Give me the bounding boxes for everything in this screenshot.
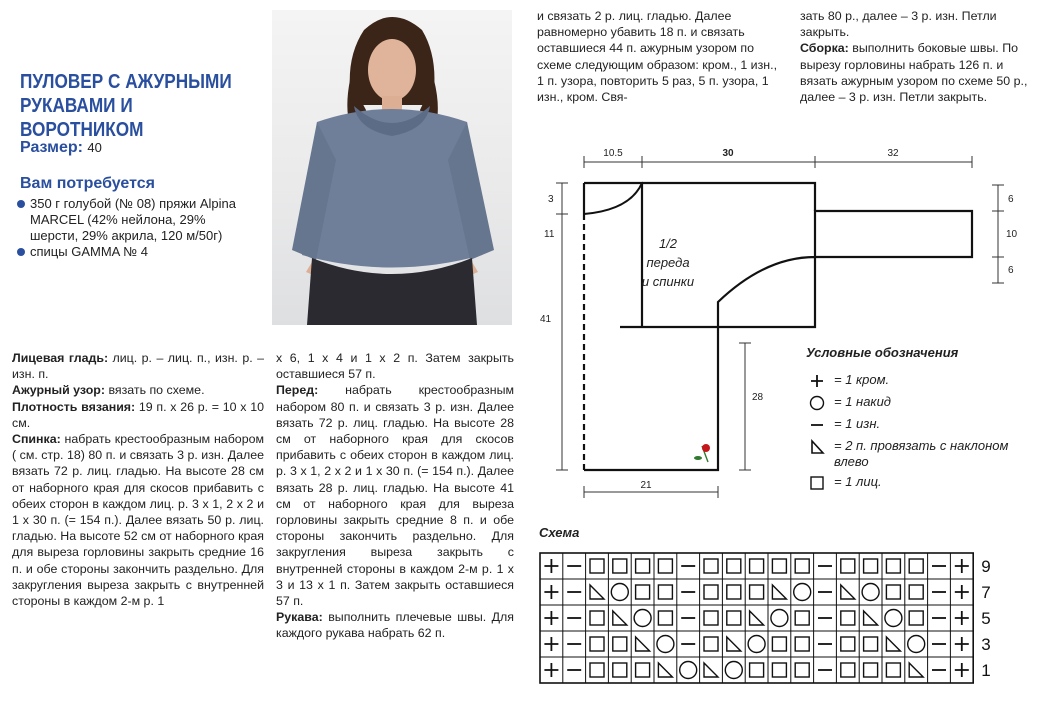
chart-cell <box>727 585 741 599</box>
circle-icon <box>634 610 651 627</box>
neckline-curve <box>584 183 642 214</box>
chart-cell <box>725 662 742 679</box>
square-icon <box>590 559 604 573</box>
legend-text-yarnover: = 1 накид <box>834 394 891 409</box>
materials-item-needles: спицы GAMMA № 4 <box>14 244 254 260</box>
chart-cell <box>795 611 809 625</box>
chart-cell <box>794 584 811 601</box>
chart-row-number: 7 <box>981 583 991 602</box>
chart-cell <box>704 559 718 573</box>
chart-cell <box>680 662 697 679</box>
back-continued-text: х 6, 1 х 4 и 1 х 2 п. Затем закрыть оставшиеся 57 п. <box>276 351 514 382</box>
triangle-icon <box>772 585 786 599</box>
legend-item-decrease <box>806 438 1046 470</box>
chart-cell <box>862 584 879 601</box>
lace-pattern-text: вязать по схеме. <box>105 383 205 398</box>
dim-sleeve-width: 10 <box>1006 229 1018 240</box>
plus-icon <box>544 611 558 625</box>
triangle-icon <box>864 611 878 625</box>
square-icon <box>658 585 672 599</box>
dim-neck-depth-front: 11 <box>544 229 555 240</box>
chart-cell <box>750 611 764 625</box>
legend <box>806 372 1046 496</box>
plus-icon <box>544 559 558 573</box>
chart-cell <box>590 611 604 625</box>
square-icon <box>613 663 627 677</box>
chart-cell <box>590 559 604 573</box>
square-icon <box>886 559 900 573</box>
square-icon <box>795 611 809 625</box>
chart-cell <box>886 585 900 599</box>
materials-list <box>14 196 254 260</box>
chart-cell <box>658 559 672 573</box>
triangle-icon <box>704 663 718 677</box>
square-icon <box>727 611 741 625</box>
square-icon <box>704 637 718 651</box>
square-icon <box>841 663 855 677</box>
chart-cell <box>841 637 855 651</box>
legend-text-decrease: = 2 п. провязать с наклоном влево <box>834 438 1009 469</box>
chart-cell <box>772 559 786 573</box>
chart-cell <box>864 559 878 573</box>
circle-icon <box>748 636 765 653</box>
dim-neck-width: 10.5 <box>603 148 623 159</box>
square-icon <box>658 559 672 573</box>
legend-item-yarnover <box>806 394 1046 412</box>
sleeves-label: Рукава: <box>276 610 323 625</box>
materials-heading: Вам потребуется <box>20 175 155 192</box>
square-icon <box>613 637 627 651</box>
chart-cell <box>772 585 786 599</box>
assembly-text: выполнить боковые швы. По вырезу горловины набрать 126 п. и вязать ажурным узором по схеме 50 р., далее – 3 р. изн. Петли закрыть. <box>800 41 1028 105</box>
scheme-heading: Схема <box>539 525 580 540</box>
square-icon <box>727 559 741 573</box>
square-icon <box>909 559 923 573</box>
assembly-label: Сборка: <box>800 41 849 56</box>
plus-icon <box>955 663 969 677</box>
chart-cell <box>704 637 718 651</box>
dim-bottom-width: 21 <box>640 480 652 491</box>
text-column-2 <box>276 350 514 642</box>
chart-cell <box>909 611 923 625</box>
chart-cell <box>636 637 650 651</box>
chart-row-number: 5 <box>981 609 991 628</box>
square-icon <box>806 474 828 492</box>
chart-cell <box>886 559 900 573</box>
legend-item-purl <box>806 416 1046 434</box>
model-figure <box>272 10 512 325</box>
front-text: набрать крестообразным набором 80 п. и связать 3 р. изн. Далее вязать 72 р. лиц. гладью. На высоте 28 см от наборного края для скосов прибавить с обеих сторон в каждом лиц. р. 3 х 1, 2 х 2 и 1 х 30 п. (= 154 п.). Далее вязать 28 р. лиц. гладью. На высоте 41 см от наборного края для выреза горловины закрыть средние 8 п. и обе стороны закончить раздельно. Для закругления выреза закрыть с внутренней стороны в каждом 2-м р. 1 х 3 и 13 х 1 п. Затем закрыть оставшиеся 57 п. <box>276 383 514 609</box>
chart-cell <box>886 663 900 677</box>
plus-icon <box>955 637 969 651</box>
square-icon <box>750 663 764 677</box>
gauge-label: Плотность вязания: <box>12 399 136 414</box>
chart-cell <box>704 611 718 625</box>
square-icon <box>864 559 878 573</box>
pattern-label-front: переда <box>646 255 690 270</box>
chart-cell <box>634 610 651 627</box>
square-icon <box>864 663 878 677</box>
chart-cell <box>771 610 788 627</box>
model-photo <box>272 10 512 325</box>
triangle-icon <box>750 611 764 625</box>
materials-item-yarn: 350 г голубой (№ 08) пряжи Alpina MARCEL (42% нейлона, 29% шерсти, 29% акрила, 120 м/50г) <box>14 196 254 244</box>
chart-cell <box>750 663 764 677</box>
chart-row-number: 3 <box>981 635 991 654</box>
rose-icon <box>694 444 710 462</box>
chart-cell <box>795 663 809 677</box>
square-icon <box>636 585 650 599</box>
chart-cell <box>886 637 900 651</box>
plus-icon <box>806 372 828 390</box>
triangle-icon <box>613 611 627 625</box>
dim-shoulder-width: 30 <box>722 148 734 159</box>
chart-cell <box>544 611 558 625</box>
square-icon <box>841 559 855 573</box>
stitch-stockinette-label: Лицевая гладь: <box>12 351 109 365</box>
square-icon <box>658 611 672 625</box>
dim-sleeve-length: 32 <box>887 148 899 159</box>
chart-cell <box>955 663 969 677</box>
triangle-icon <box>636 637 650 651</box>
circle-icon <box>611 584 628 601</box>
chart-cell <box>590 663 604 677</box>
square-icon <box>909 585 923 599</box>
chart-cell <box>750 559 764 573</box>
circle-icon <box>657 636 674 653</box>
chart-row-number: 9 <box>981 557 991 576</box>
circle-icon <box>794 584 811 601</box>
dash-icon <box>806 416 828 434</box>
chart-cell <box>613 611 627 625</box>
chart-cell <box>544 663 558 677</box>
chart-cell <box>864 611 878 625</box>
knitting-chart <box>538 551 1038 691</box>
square-icon <box>864 637 878 651</box>
triangle-icon <box>909 663 923 677</box>
stitch-stockinette-text: лиц. р. – лиц. п., изн. р. – изн. п. <box>12 351 265 382</box>
circle-icon <box>908 636 925 653</box>
chart-cell <box>590 585 604 599</box>
dim-side-length: 28 <box>752 392 764 403</box>
square-icon <box>772 637 786 651</box>
square-icon <box>727 585 741 599</box>
chart-cell <box>544 559 558 573</box>
triangle-icon <box>806 438 828 456</box>
chart-cell <box>908 636 925 653</box>
square-icon <box>590 611 604 625</box>
chart-cell <box>864 663 878 677</box>
square-icon <box>613 559 627 573</box>
chart-cell <box>727 637 741 651</box>
back-label: Спинка: <box>12 432 61 447</box>
chart-cell <box>909 585 923 599</box>
circle-icon <box>885 610 902 627</box>
square-icon <box>841 637 855 651</box>
square-icon <box>636 663 650 677</box>
chart-cell <box>795 559 809 573</box>
plus-icon <box>544 663 558 677</box>
square-icon <box>772 663 786 677</box>
triangle-icon <box>658 663 672 677</box>
chart-cell <box>864 637 878 651</box>
square-icon <box>750 559 764 573</box>
chart-cell <box>772 663 786 677</box>
chart-cell <box>613 663 627 677</box>
square-icon <box>795 637 809 651</box>
triangle-icon <box>886 637 900 651</box>
square-icon <box>795 559 809 573</box>
dim-total-length: 41 <box>540 314 552 325</box>
dim-sleeve-top: 6 <box>1008 194 1014 205</box>
chart-cell <box>841 663 855 677</box>
chart-cell <box>955 585 969 599</box>
chart-row-number: 1 <box>981 661 991 680</box>
chart-cell <box>657 636 674 653</box>
square-icon <box>590 637 604 651</box>
plus-icon <box>955 585 969 599</box>
text-column-1 <box>12 350 264 609</box>
legend-text-purl: = 1 изн. <box>834 416 881 431</box>
square-icon <box>590 663 604 677</box>
circle-icon <box>862 584 879 601</box>
square-icon <box>886 585 900 599</box>
plus-icon <box>544 637 558 651</box>
chart-cell <box>544 637 558 651</box>
chart-cell <box>955 559 969 573</box>
lace-pattern-label: Ажурный узор: <box>12 383 105 398</box>
chart-cell <box>841 559 855 573</box>
chart-cell <box>658 585 672 599</box>
square-icon <box>909 611 923 625</box>
chart-cell <box>750 585 764 599</box>
dim-neck-depth-back: 3 <box>548 194 554 205</box>
chart-cell <box>885 610 902 627</box>
chart-cell <box>748 636 765 653</box>
chart-cell <box>613 559 627 573</box>
chart-cell <box>772 637 786 651</box>
circle-icon <box>771 610 788 627</box>
circle-icon <box>806 394 828 412</box>
front-label: Перед: <box>276 383 319 398</box>
chart-cell <box>841 585 855 599</box>
chart-cell <box>636 585 650 599</box>
dim-sleeve-bottom: 6 <box>1008 265 1014 276</box>
legend-text-knit: = 1 лиц. <box>834 474 882 489</box>
pattern-label-fraction: 1/2 <box>658 236 678 251</box>
chart-cell <box>841 611 855 625</box>
chart-cell <box>909 559 923 573</box>
chart-cell <box>611 584 628 601</box>
gauge-text: 19 п. х 26 р. = 10 х 10 см. <box>12 399 264 430</box>
sleeves-continued-text: и связать 2 р. лиц. гладью. Далее равномерно убавить 18 п. и связать оставшиеся 44 п. ажурным узором по схеме следующим образом: кром., 1 изн., 1 п. узора, повторить 5 раз, 5 п. узора, 1 изн., кром. Свя- <box>537 9 778 105</box>
square-icon <box>886 663 900 677</box>
circle-icon <box>680 662 697 679</box>
triangle-icon <box>727 637 741 651</box>
page-title: ПУЛОВЕР С АЖУРНЫМИ РУКАВАМИ И ВОРОТНИКОМ <box>20 71 232 141</box>
circle-icon <box>725 662 742 679</box>
chart-cell <box>795 637 809 651</box>
chart-cell <box>636 663 650 677</box>
chart-cell <box>704 585 718 599</box>
legend-text-edge: = 1 кром. <box>834 372 890 387</box>
plus-icon <box>955 611 969 625</box>
triangle-icon <box>590 585 604 599</box>
pattern-label-back: и спинки <box>641 274 695 289</box>
square-icon <box>704 585 718 599</box>
chart-cell <box>658 663 672 677</box>
square-icon <box>772 559 786 573</box>
chart-cell <box>955 637 969 651</box>
plus-icon <box>955 559 969 573</box>
sleeves-end-text: зать 80 р., далее – 3 р. изн. Петли закрыть. <box>800 9 997 40</box>
legend-item-edge <box>806 372 1046 390</box>
chart-cell <box>590 637 604 651</box>
size-label: Размер: <box>20 139 83 156</box>
chart-cell <box>727 559 741 573</box>
chart-cell <box>613 637 627 651</box>
chart-cell <box>727 611 741 625</box>
square-icon <box>795 663 809 677</box>
plus-icon <box>544 585 558 599</box>
chart-cell <box>955 611 969 625</box>
text-column-3 <box>537 8 777 105</box>
legend-heading: Условные обозначения <box>806 345 959 360</box>
legend-item-knit <box>806 474 1046 492</box>
text-column-4 <box>800 8 1040 105</box>
chart-cell <box>909 663 923 677</box>
square-icon <box>704 559 718 573</box>
square-icon <box>841 611 855 625</box>
back-text: набрать крестообразным набором ( см. стр. 18) 80 п. и связать 3 р. изн. Далее вязать 72 р. лиц. гладью. На высоте 28 см от наборного края для скосов прибавить с обеих сторон в каждом лиц. р. 3 х 1, 2 х 2 и 1 х 30 п. (= 154 п.). Далее вязать 50 р. лиц. гладью. На высоте 52 см от наборного края для выреза горловины закрыть средние 16 п. и обе стороны закончить раздельно. Для закругления выреза закрыть с внутренней стороны в каждом 2-м р. 1 <box>12 432 264 609</box>
chart-cell <box>544 585 558 599</box>
square-icon <box>636 559 650 573</box>
chart-cell <box>636 559 650 573</box>
sleeves-text: выполнить плечевые швы. Для каждого рукава набрать 62 п. <box>276 610 514 641</box>
square-icon <box>704 611 718 625</box>
triangle-icon <box>841 585 855 599</box>
size-value: 40 <box>87 140 102 155</box>
size-line <box>20 139 102 157</box>
square-icon <box>750 585 764 599</box>
chart-cell <box>658 611 672 625</box>
chart-cell <box>704 663 718 677</box>
